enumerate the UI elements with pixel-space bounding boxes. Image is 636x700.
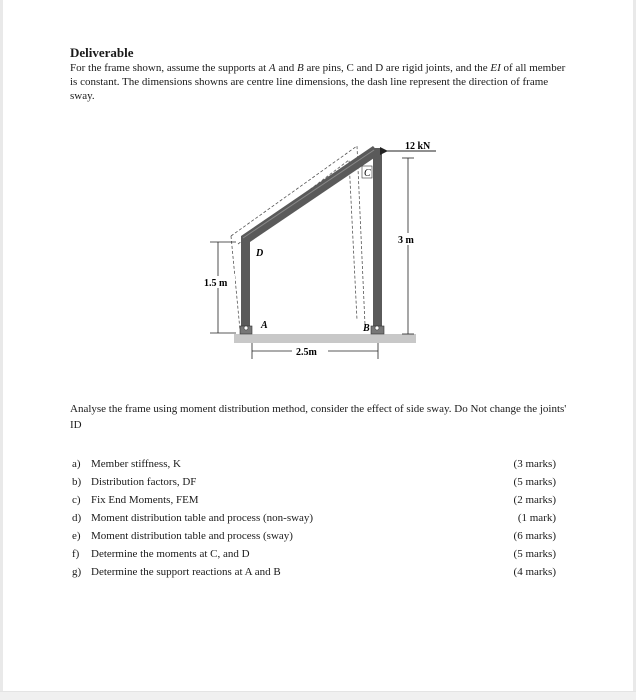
task-item	[72, 563, 560, 581]
task-text: Moment distribution table and process (sway)	[91, 530, 293, 542]
task-marks: (2 marks)	[513, 494, 556, 506]
task-item	[72, 509, 560, 527]
heading-deliverable: Deliverable	[70, 45, 134, 60]
task-letter: f)	[72, 548, 80, 560]
column-ad	[241, 236, 250, 334]
task-text: Determine the moments at C, and D	[91, 548, 250, 560]
pin-support-a-hinge	[244, 326, 248, 330]
pin-support-b-hinge	[375, 326, 379, 330]
task-letter: d)	[72, 512, 82, 524]
column-bc	[373, 148, 382, 334]
task-list	[72, 455, 560, 581]
joint-c-label: C	[364, 168, 371, 179]
task-marks: (5 marks)	[513, 548, 556, 560]
task-letter: e)	[72, 530, 81, 542]
task-marks: (4 marks)	[513, 566, 556, 578]
task-text: Fix End Moments, FEM	[91, 494, 199, 506]
rafter-edge	[243, 150, 374, 238]
height-left-label: 1.5 m	[204, 278, 228, 289]
height-right-label: 3 m	[398, 235, 414, 246]
task-item	[72, 545, 560, 563]
task-marks: (6 marks)	[513, 530, 556, 542]
task-marks: (1 mark)	[517, 512, 556, 524]
joint-d-label: D	[256, 248, 264, 259]
task-letter: c)	[72, 494, 81, 506]
task-item	[72, 455, 560, 473]
task-letter: g)	[72, 566, 82, 578]
ground-strip	[234, 334, 416, 343]
task-text: Moment distribution table and process (non-sway)	[91, 512, 314, 524]
task-text: Distribution factors, DF	[91, 476, 197, 488]
task-marks: (3 marks)	[513, 458, 556, 470]
task-letter: a)	[72, 458, 81, 470]
span-label: 2.5m	[296, 347, 317, 358]
task-item	[72, 527, 560, 545]
support-a-label: A	[261, 320, 268, 331]
task-letter: b)	[72, 476, 82, 488]
task-marks: (5 marks)	[513, 476, 556, 488]
intro-paragraph: For the frame shown, assume the supports at A and B are pins, C and D are rigid joints, and the EI of all member is constant. The dimensions showns are centre line dimensions, the dash line represent the direction of frame sway.	[70, 62, 566, 102]
analyse-instruction: Analyse the frame using moment distribution method, consider the effect of side sway. Do Not change the joints' ID	[70, 403, 567, 431]
sway-dashed-outline	[238, 160, 357, 320]
task-text: Member stiffness, K	[91, 458, 181, 470]
task-item	[72, 491, 560, 509]
task-text: Determine the support reactions at A and B	[91, 566, 281, 578]
support-b-label: B	[363, 323, 370, 334]
load-label: 12 kN	[405, 141, 431, 152]
task-item	[72, 473, 560, 491]
